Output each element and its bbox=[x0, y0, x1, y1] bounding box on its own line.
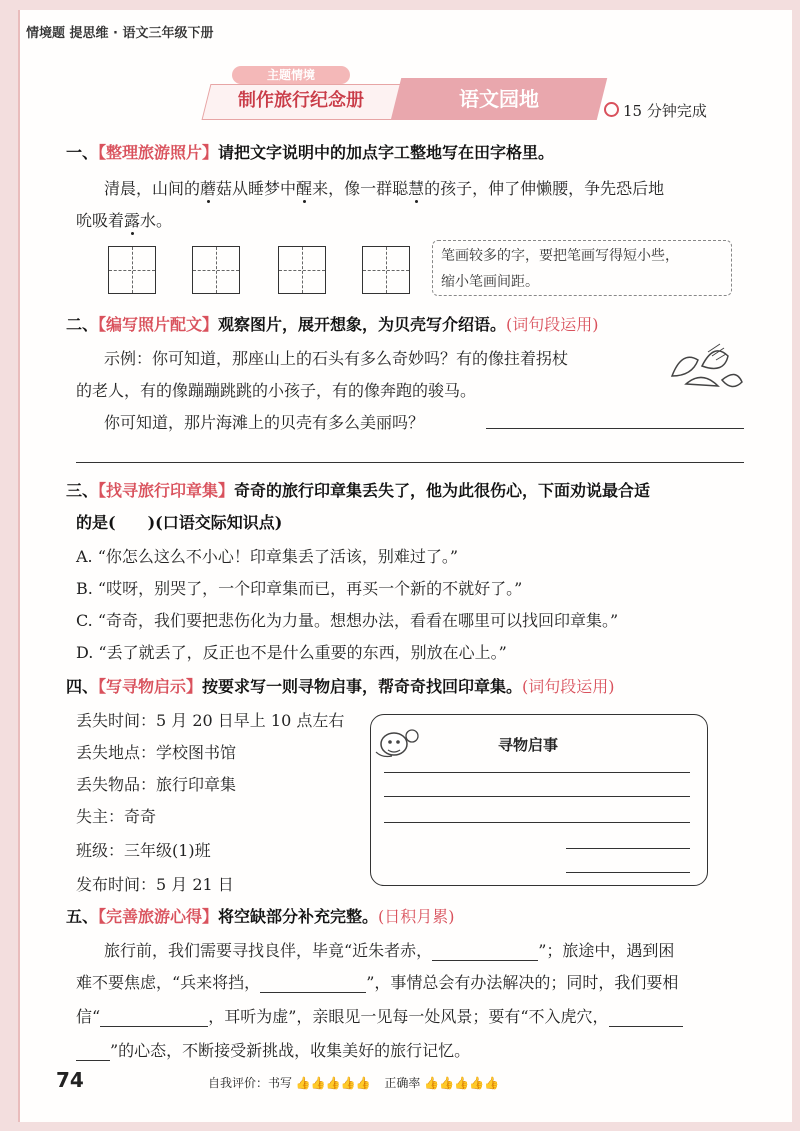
info-lost-item: 丢失物品：旅行印章集 bbox=[76, 775, 237, 794]
q5-line1: 旅行前，我们需要寻找良伴，毕竟“近朱者赤， ”；旅途中，遇到困 bbox=[104, 941, 675, 960]
cartoon-mascot-icon bbox=[372, 722, 424, 762]
q5-line4: ”的心态，不断接受新挑战，收集美好的旅行记忆。 bbox=[76, 1038, 470, 1061]
page-number: 74 bbox=[56, 1068, 84, 1092]
blank-4[interactable] bbox=[609, 1007, 683, 1027]
q5-line3: 信“ ，耳听为虚”，亲眼见一见每一处风景；要有“不入虎穴， bbox=[76, 1004, 683, 1027]
self-evaluation: 自我评价：书写 👍👍👍👍👍 正确率 👍👍👍👍👍 bbox=[208, 1076, 499, 1090]
alarm-clock-icon bbox=[604, 102, 619, 117]
q5-line2: 难不要焦虑，“兵来将挡， ”，事情总会有办法解决的；同时，我们要相 bbox=[76, 973, 679, 992]
notice-signature-line[interactable] bbox=[566, 848, 690, 849]
q3-option-b[interactable]: B. “哎呀，别哭了，一个印章集而已，再买一个新的不就好了。” bbox=[76, 579, 523, 598]
q2-example-line2: 的老人，有的像蹦蹦跳跳的小孩子，有的像奔跑的骏马。 bbox=[76, 381, 477, 400]
blank-4-continued[interactable] bbox=[76, 1041, 110, 1061]
q5-heading: 五、【完善旅游心得】将空缺部分补充完整。(日积月累) bbox=[66, 907, 455, 926]
thumbs-up-icon[interactable]: 👍👍👍👍👍 bbox=[424, 1076, 499, 1090]
blank-3[interactable] bbox=[100, 1007, 208, 1027]
tianzi-grid-2[interactable] bbox=[192, 246, 240, 294]
q3-option-a[interactable]: A. “你怎么这么不小心！印章集丢了活该，别难过了。” bbox=[76, 547, 459, 566]
answer-line[interactable] bbox=[486, 428, 744, 429]
unit-title: 语文园地 bbox=[459, 87, 539, 111]
theme-tag: 主题情境 bbox=[232, 66, 350, 84]
theme-title: 制作旅行纪念册 bbox=[238, 90, 364, 111]
q4-heading: 四、【写寻物启示】按要求写一则寻物启事，帮奇奇找回印章集。(词句段运用) bbox=[66, 677, 615, 696]
blank-1[interactable] bbox=[432, 941, 538, 961]
answer-line[interactable] bbox=[76, 462, 744, 463]
thumbs-up-icon[interactable]: 👍👍👍👍👍 bbox=[295, 1076, 371, 1090]
writing-tip-box: 笔画较多的字，要把笔画写得短小些， 缩小笔画间距。 bbox=[432, 240, 732, 296]
q1-passage-line2: 吮吸着露水。 bbox=[76, 211, 173, 230]
q3-heading-line2: 的是( )(口语交际知识点) bbox=[76, 513, 283, 532]
q3-option-d[interactable]: D. “丢了就丢了，反正也不是什么重要的东西，别放在心上。” bbox=[76, 643, 507, 662]
blank-2[interactable] bbox=[260, 973, 366, 993]
notice-title: 寻物启事 bbox=[498, 736, 559, 754]
notice-date-line[interactable] bbox=[566, 872, 690, 873]
tianzi-grid-1[interactable] bbox=[108, 246, 156, 294]
notice-line[interactable] bbox=[384, 822, 690, 823]
info-lost-time: 丢失时间：5 月 20 日早上 10 点左右 bbox=[76, 711, 345, 730]
info-lost-place: 丢失地点：学校图书馆 bbox=[76, 743, 237, 762]
info-owner: 失主：奇奇 bbox=[76, 807, 157, 826]
q3-heading-line1: 三、【找寻旅行印章集】奇奇的旅行印章集丢失了，他为此很伤心，下面劝说最合适 bbox=[66, 481, 651, 500]
running-head: 情境题 提思维 · 语文三年级下册 bbox=[26, 26, 214, 41]
timer-label: 15 分钟完成 bbox=[604, 100, 707, 121]
info-class: 班级：三年级(1)班 bbox=[76, 841, 211, 860]
q2-question: 你可知道，那片海滩上的贝壳有多么美丽吗？ bbox=[104, 413, 425, 432]
q2-heading: 二、【编写照片配文】观察图片，展开想象，为贝壳写介绍语。(词句段运用) bbox=[66, 315, 599, 334]
notice-line[interactable] bbox=[384, 796, 690, 797]
q1-heading: 一、【整理旅游照片】请把文字说明中的加点字工整地写在田字格里。 bbox=[66, 143, 555, 162]
q1-passage-line1: 清晨，山间的蘑菇从睡梦中醒来，像一群聪慧的孩子，伸了伸懒腰，争先恐后地 bbox=[104, 179, 665, 198]
seashells-illustration bbox=[662, 336, 744, 394]
q3-option-c[interactable]: C. “奇奇，我们要把悲伤化为力量。想想办法，看看在哪里可以找回印章集。” bbox=[76, 611, 619, 630]
q2-example-line1: 示例：你可知道，那座山上的石头有多么奇妙吗？有的像拄着拐杖 bbox=[104, 349, 569, 368]
tianzi-grid-3[interactable] bbox=[278, 246, 326, 294]
tianzi-grid-4[interactable] bbox=[362, 246, 410, 294]
notice-line[interactable] bbox=[384, 772, 690, 773]
info-publish-date: 发布时间：5 月 21 日 bbox=[76, 875, 234, 894]
